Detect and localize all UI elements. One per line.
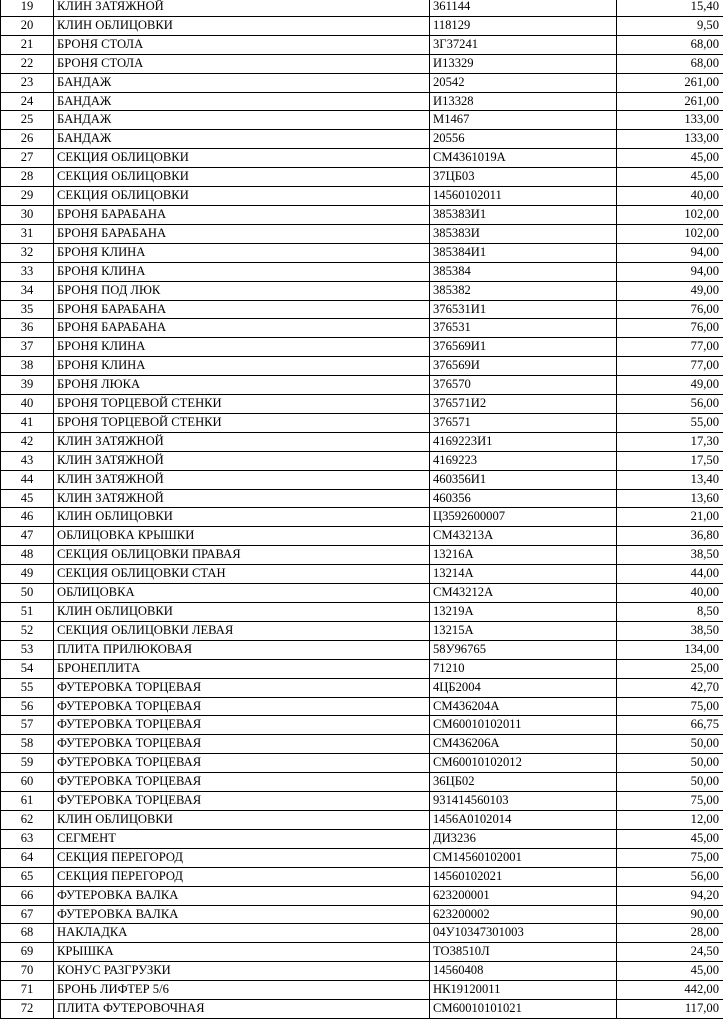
part-code: 376571 (430, 413, 617, 432)
part-code: СМ436204А (430, 697, 617, 716)
row-number: 36 (1, 319, 54, 338)
table-row (1, 659, 723, 678)
table-row (1, 73, 723, 92)
part-code: 376569И (430, 357, 617, 376)
table-row (1, 678, 723, 697)
table-row (1, 829, 723, 848)
row-number: 33 (1, 262, 54, 281)
table-row (1, 924, 723, 943)
part-name: ОБЛИЦОВКА КРЫШКИ (54, 527, 430, 546)
row-number: 24 (1, 92, 54, 111)
part-code: ТО38510Л (430, 943, 617, 962)
row-number: 48 (1, 546, 54, 565)
table-row (1, 205, 723, 224)
part-name: СЕГМЕНТ (54, 829, 430, 848)
part-name: КОНУС РАЗГРУЗКИ (54, 962, 430, 981)
table-row (1, 262, 723, 281)
row-number: 21 (1, 35, 54, 54)
part-value: 8,50 (617, 603, 723, 622)
part-value: 42,70 (617, 678, 723, 697)
part-code: 4169223 (430, 451, 617, 470)
part-value: 66,75 (617, 716, 723, 735)
part-name: БРОНЯ КЛИНА (54, 357, 430, 376)
row-number: 41 (1, 413, 54, 432)
part-code: 4ЦБ2004 (430, 678, 617, 697)
part-value: 94,00 (617, 262, 723, 281)
part-value: 55,00 (617, 413, 723, 432)
part-value: 94,20 (617, 886, 723, 905)
table-row (1, 432, 723, 451)
part-value: 261,00 (617, 73, 723, 92)
part-code: СМ60010101021 (430, 1000, 617, 1019)
part-code: 385384И1 (430, 243, 617, 262)
table-row (1, 357, 723, 376)
part-code: 376531 (430, 319, 617, 338)
table-row (1, 243, 723, 262)
table-row (1, 905, 723, 924)
part-name: СЕКЦИЯ ОБЛИЦОВКИ ЛЕВАЯ (54, 621, 430, 640)
table-row (1, 0, 723, 16)
row-number: 42 (1, 432, 54, 451)
part-name: КЛИН ОБЛИЦОВКИ (54, 508, 430, 527)
row-number: 43 (1, 451, 54, 470)
part-name: СЕКЦИЯ ОБЛИЦОВКИ ПРАВАЯ (54, 546, 430, 565)
part-code: СМ60010102011 (430, 716, 617, 735)
row-number: 55 (1, 678, 54, 697)
row-number: 50 (1, 584, 54, 603)
row-number: 28 (1, 168, 54, 187)
row-number: 56 (1, 697, 54, 716)
part-code: 13214А (430, 565, 617, 584)
part-name: БРОНЯ СТОЛА (54, 35, 430, 54)
part-code: 118129 (430, 16, 617, 35)
part-name: БРОНЯ КЛИНА (54, 243, 430, 262)
part-code: НК19120011 (430, 981, 617, 1000)
part-value: 45,00 (617, 829, 723, 848)
table-row (1, 54, 723, 73)
row-number: 67 (1, 905, 54, 924)
row-number: 70 (1, 962, 54, 981)
part-name: БРОНЕПЛИТА (54, 659, 430, 678)
part-name: ПЛИТА ФУТЕРОВОЧНАЯ (54, 1000, 430, 1019)
row-number: 20 (1, 16, 54, 35)
table-row (1, 16, 723, 35)
part-code: 13215А (430, 621, 617, 640)
part-name: ФУТЕРОВКА ТОРЦЕВАЯ (54, 754, 430, 773)
part-value: 133,00 (617, 111, 723, 130)
part-name: СЕКЦИЯ ПЕРЕГОРОД (54, 867, 430, 886)
part-value: 44,00 (617, 565, 723, 584)
table-row (1, 508, 723, 527)
part-value: 40,00 (617, 584, 723, 603)
table-row (1, 281, 723, 300)
part-code: СМ60010102012 (430, 754, 617, 773)
row-number: 64 (1, 848, 54, 867)
part-name: ФУТЕРОВКА ВАЛКА (54, 905, 430, 924)
part-code: 3Г37241 (430, 35, 617, 54)
table-row (1, 981, 723, 1000)
part-value: 75,00 (617, 792, 723, 811)
part-code: М1467 (430, 111, 617, 130)
part-value: 17,30 (617, 432, 723, 451)
part-name: СЕКЦИЯ ОБЛИЦОВКИ (54, 168, 430, 187)
part-name: ФУТЕРОВКА ТОРЦЕВАЯ (54, 792, 430, 811)
table-row (1, 130, 723, 149)
part-value: 49,00 (617, 281, 723, 300)
part-name: ОБЛИЦОВКА (54, 584, 430, 603)
part-code: 376569И1 (430, 338, 617, 357)
part-code: СМ43213А (430, 527, 617, 546)
table-row (1, 470, 723, 489)
part-code: 623200001 (430, 886, 617, 905)
part-value: 13,60 (617, 489, 723, 508)
part-name: КРЫШКА (54, 943, 430, 962)
table-row (1, 603, 723, 622)
part-value: 102,00 (617, 205, 723, 224)
part-code: 361144 (430, 0, 617, 16)
part-name: СЕКЦИЯ ОБЛИЦОВКИ (54, 187, 430, 206)
part-value: 261,00 (617, 92, 723, 111)
table-row (1, 962, 723, 981)
part-code: 376571И2 (430, 395, 617, 414)
part-name: КЛИН ЗАТЯЖНОЙ (54, 470, 430, 489)
row-number: 57 (1, 716, 54, 735)
table-row (1, 867, 723, 886)
table-row (1, 224, 723, 243)
part-value: 442,00 (617, 981, 723, 1000)
row-number: 59 (1, 754, 54, 773)
table-row (1, 451, 723, 470)
part-code: 14560102011 (430, 187, 617, 206)
table-row (1, 640, 723, 659)
part-value: 45,00 (617, 149, 723, 168)
table-row (1, 111, 723, 130)
part-name: ФУТЕРОВКА ТОРЦЕВАЯ (54, 773, 430, 792)
part-name: КЛИН ЗАТЯЖНОЙ (54, 0, 430, 16)
row-number: 40 (1, 395, 54, 414)
part-name: БРОНЯ БАРАБАНА (54, 224, 430, 243)
part-code: СМ14560102001 (430, 848, 617, 867)
part-value: 15,40 (617, 0, 723, 16)
row-number: 68 (1, 924, 54, 943)
part-value: 21,00 (617, 508, 723, 527)
part-value: 90,00 (617, 905, 723, 924)
table-row (1, 187, 723, 206)
row-number: 66 (1, 886, 54, 905)
row-number: 19 (1, 0, 54, 16)
part-name: КЛИН ОБЛИЦОВКИ (54, 603, 430, 622)
row-number: 52 (1, 621, 54, 640)
row-number: 51 (1, 603, 54, 622)
part-code: 14560102021 (430, 867, 617, 886)
table-row (1, 338, 723, 357)
part-name: КЛИН ЗАТЯЖНОЙ (54, 451, 430, 470)
row-number: 49 (1, 565, 54, 584)
row-number: 29 (1, 187, 54, 206)
part-name: БРОНЯ КЛИНА (54, 338, 430, 357)
part-value: 117,00 (617, 1000, 723, 1019)
part-value: 77,00 (617, 357, 723, 376)
part-name: СЕКЦИЯ ПЕРЕГОРОД (54, 848, 430, 867)
part-code: 04У10347301003 (430, 924, 617, 943)
row-number: 44 (1, 470, 54, 489)
table-row (1, 773, 723, 792)
part-value: 49,00 (617, 376, 723, 395)
part-name: БРОНЯ БАРАБАНА (54, 205, 430, 224)
part-name: КЛИН ОБЛИЦОВКИ (54, 810, 430, 829)
part-value: 77,00 (617, 338, 723, 357)
part-value: 134,00 (617, 640, 723, 659)
part-code: 460356 (430, 489, 617, 508)
part-value: 38,50 (617, 546, 723, 565)
part-name: ФУТЕРОВКА ТОРЦЕВАЯ (54, 697, 430, 716)
part-value: 75,00 (617, 697, 723, 716)
table-row (1, 792, 723, 811)
part-name: БРОНЯ БАРАБАНА (54, 319, 430, 338)
row-number: 32 (1, 243, 54, 262)
part-code: 37ЦБ03 (430, 168, 617, 187)
row-number: 37 (1, 338, 54, 357)
part-value: 50,00 (617, 735, 723, 754)
part-code: 385383И1 (430, 205, 617, 224)
part-code: 385383И (430, 224, 617, 243)
part-name: БРОНЯ КЛИНА (54, 262, 430, 281)
row-number: 45 (1, 489, 54, 508)
part-name: БРОНЯ БАРАБАНА (54, 300, 430, 319)
row-number: 23 (1, 73, 54, 92)
table-row (1, 413, 723, 432)
part-value: 25,00 (617, 659, 723, 678)
part-value: 76,00 (617, 300, 723, 319)
part-name: ФУТЕРОВКА ТОРЦЕВАЯ (54, 678, 430, 697)
row-number: 71 (1, 981, 54, 1000)
part-value: 36,80 (617, 527, 723, 546)
table-row (1, 735, 723, 754)
part-code: СМ436206А (430, 735, 617, 754)
row-number: 65 (1, 867, 54, 886)
part-value: 45,00 (617, 168, 723, 187)
part-code: Ц3592600007 (430, 508, 617, 527)
part-value: 68,00 (617, 35, 723, 54)
part-code: 931414560103 (430, 792, 617, 811)
part-value: 17,50 (617, 451, 723, 470)
part-value: 24,50 (617, 943, 723, 962)
part-name: КЛИН ЗАТЯЖНОЙ (54, 432, 430, 451)
part-code: 20556 (430, 130, 617, 149)
row-number: 30 (1, 205, 54, 224)
part-value: 102,00 (617, 224, 723, 243)
row-number: 60 (1, 773, 54, 792)
part-code: 623200002 (430, 905, 617, 924)
row-number: 26 (1, 130, 54, 149)
part-name: ФУТЕРОВКА ТОРЦЕВАЯ (54, 735, 430, 754)
table-row (1, 565, 723, 584)
part-name: ФУТЕРОВКА ТОРЦЕВАЯ (54, 716, 430, 735)
part-code: 460356И1 (430, 470, 617, 489)
table-row (1, 395, 723, 414)
table-row (1, 92, 723, 111)
part-code: 71210 (430, 659, 617, 678)
table-row (1, 1000, 723, 1019)
row-number: 46 (1, 508, 54, 527)
row-number: 61 (1, 792, 54, 811)
part-code: 58У96765 (430, 640, 617, 659)
part-code: 1456А0102014 (430, 810, 617, 829)
table-row (1, 300, 723, 319)
table-body (1, 0, 723, 1018)
table-row (1, 546, 723, 565)
part-code: 4169223И1 (430, 432, 617, 451)
row-number: 54 (1, 659, 54, 678)
part-name: БРОНЯ ПОД ЛЮК (54, 281, 430, 300)
part-code: 376531И1 (430, 300, 617, 319)
table-row (1, 489, 723, 508)
row-number: 72 (1, 1000, 54, 1019)
part-value: 76,00 (617, 319, 723, 338)
table-row (1, 810, 723, 829)
part-value: 13,40 (617, 470, 723, 489)
part-name: БРОНЬ ЛИФТЕР 5/6 (54, 981, 430, 1000)
table-row (1, 754, 723, 773)
table-row (1, 35, 723, 54)
part-code: 376570 (430, 376, 617, 395)
part-name: БАНДАЖ (54, 73, 430, 92)
row-number: 47 (1, 527, 54, 546)
part-code: 385384 (430, 262, 617, 281)
part-code: И13329 (430, 54, 617, 73)
part-code: 20542 (430, 73, 617, 92)
table-row (1, 149, 723, 168)
part-value: 68,00 (617, 54, 723, 73)
part-code: 36ЦБ02 (430, 773, 617, 792)
table-row (1, 168, 723, 187)
part-name: БРОНЯ ЛЮКА (54, 376, 430, 395)
table-row (1, 527, 723, 546)
part-name: БРОНЯ СТОЛА (54, 54, 430, 73)
part-name: ФУТЕРОВКА ВАЛКА (54, 886, 430, 905)
part-code: ДИ3236 (430, 829, 617, 848)
part-name: КЛИН ЗАТЯЖНОЙ (54, 489, 430, 508)
part-code: 14560408 (430, 962, 617, 981)
part-code: И13328 (430, 92, 617, 111)
part-value: 50,00 (617, 773, 723, 792)
part-name: КЛИН ОБЛИЦОВКИ (54, 16, 430, 35)
part-name: БАНДАЖ (54, 111, 430, 130)
table-row (1, 716, 723, 735)
part-name: СЕКЦИЯ ОБЛИЦОВКИ СТАН (54, 565, 430, 584)
part-name: БАНДАЖ (54, 92, 430, 111)
table-row (1, 621, 723, 640)
part-value: 75,00 (617, 848, 723, 867)
part-name: НАКЛАДКА (54, 924, 430, 943)
table-row (1, 376, 723, 395)
part-value: 9,50 (617, 16, 723, 35)
part-code: СМ4361019А (430, 149, 617, 168)
part-code: 385382 (430, 281, 617, 300)
part-value: 40,00 (617, 187, 723, 206)
row-number: 39 (1, 376, 54, 395)
part-value: 28,00 (617, 924, 723, 943)
part-value: 12,00 (617, 810, 723, 829)
row-number: 27 (1, 149, 54, 168)
row-number: 35 (1, 300, 54, 319)
part-code: 13219А (430, 603, 617, 622)
table-row (1, 697, 723, 716)
table-row (1, 886, 723, 905)
row-number: 34 (1, 281, 54, 300)
part-value: 94,00 (617, 243, 723, 262)
part-value: 133,00 (617, 130, 723, 149)
row-number: 63 (1, 829, 54, 848)
table-row (1, 848, 723, 867)
row-number: 38 (1, 357, 54, 376)
part-value: 45,00 (617, 962, 723, 981)
row-number: 69 (1, 943, 54, 962)
part-code: 13216А (430, 546, 617, 565)
part-name: БАНДАЖ (54, 130, 430, 149)
row-number: 31 (1, 224, 54, 243)
row-number: 62 (1, 810, 54, 829)
row-number: 22 (1, 54, 54, 73)
part-name: СЕКЦИЯ ОБЛИЦОВКИ (54, 149, 430, 168)
part-name: БРОНЯ ТОРЦЕВОЙ СТЕНКИ (54, 413, 430, 432)
row-number: 53 (1, 640, 54, 659)
part-value: 50,00 (617, 754, 723, 773)
part-value: 38,50 (617, 621, 723, 640)
part-code: СМ43212А (430, 584, 617, 603)
part-value: 56,00 (617, 867, 723, 886)
row-number: 58 (1, 735, 54, 754)
table-row (1, 943, 723, 962)
table-row (1, 584, 723, 603)
row-number: 25 (1, 111, 54, 130)
part-name: БРОНЯ ТОРЦЕВОЙ СТЕНКИ (54, 395, 430, 414)
table-row (1, 319, 723, 338)
part-name: ПЛИТА ПРИЛЮКОВАЯ (54, 640, 430, 659)
part-value: 56,00 (617, 395, 723, 414)
